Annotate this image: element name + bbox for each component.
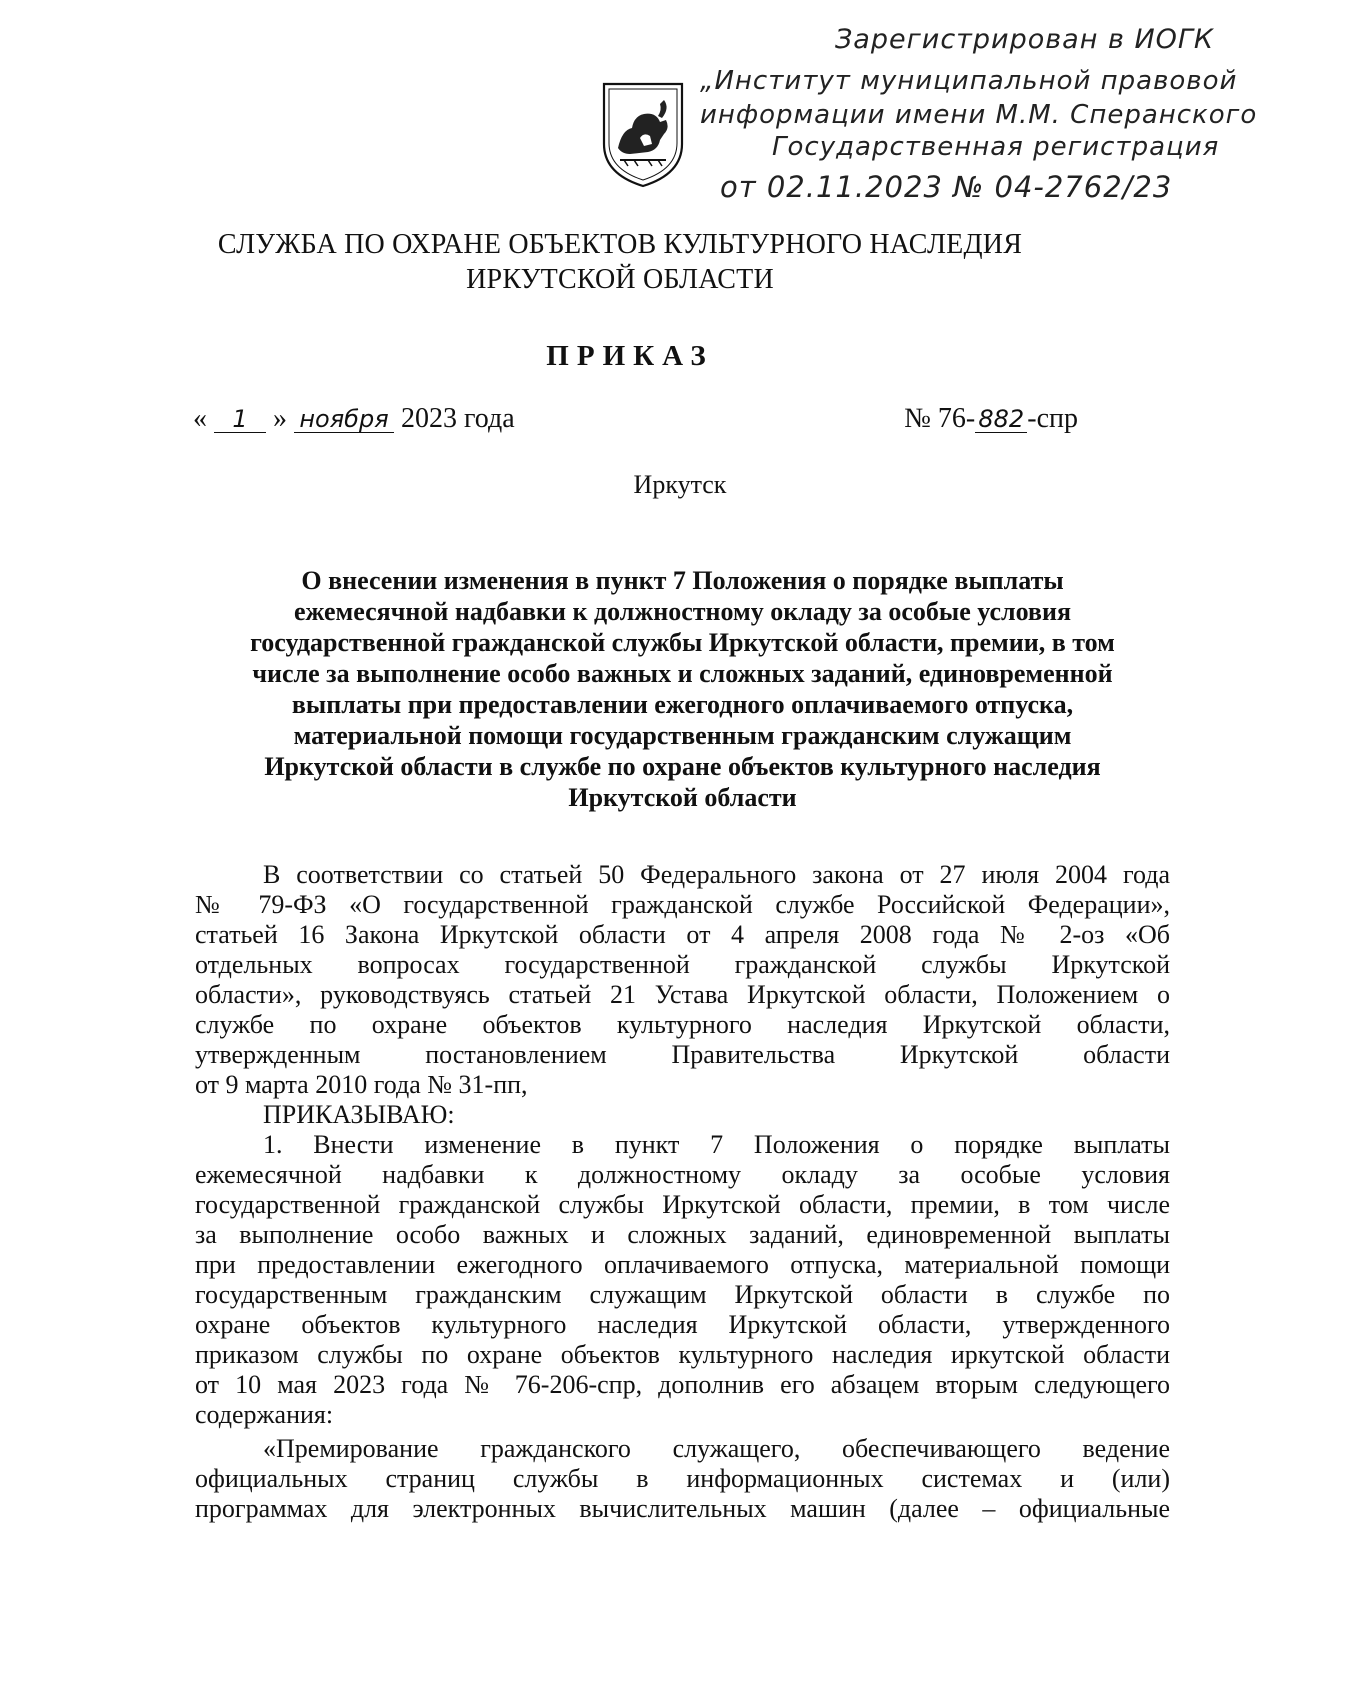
number-handwritten: 882 <box>975 406 1027 433</box>
subject-line: Иркутской области в службе по охране объектов культурного наследия <box>264 752 1101 781</box>
date-year: 2023 года <box>401 403 515 434</box>
organization-name: СЛУЖБА ПО ОХРАНЕ ОБЪЕКТОВ КУЛЬТУРНОГО НАСЛЕДИЯ <box>217 229 1023 260</box>
subject-line: государственной гражданской службы Иркутской области, премии, в том <box>250 628 1115 657</box>
subject-line: Иркутской области <box>568 783 797 812</box>
body-line: приказом службы по охране объектов культурного наследия иркутской области <box>195 1340 1170 1369</box>
body-line: области», руководствуясь статьей 21 Устава Иркутской области, Положением о <box>195 980 1170 1009</box>
stamp-line: от 02.11.2023 № 04-2762/23 <box>720 170 1173 204</box>
body-line: «Премирование гражданского служащего, обеспечивающего ведение <box>263 1434 1170 1463</box>
stamp-line: информации имени М.М. Сперанского <box>700 100 1258 130</box>
irkutsk-coat-of-arms-icon <box>600 78 686 190</box>
subject-line: числе за выполнение особо важных и сложных заданий, единовременной <box>252 659 1113 688</box>
number-prefix: № 76- <box>904 403 976 434</box>
document-type-title: ПРИКАЗ <box>546 340 714 372</box>
subject-line: материальной помощи государственным гражданским служащим <box>293 721 1072 750</box>
subject-line: О внесении изменения в пункт 7 Положения о порядке выплаты <box>301 566 1064 595</box>
body-line: государственным гражданским служащим Иркутской области в службе по <box>195 1280 1170 1309</box>
body-line: статьей 16 Закона Иркутской области от 4 апреля 2008 года № 2-оз «Об <box>195 920 1170 949</box>
subject-line: выплаты при предоставлении ежегодного оплачиваемого отпуска, <box>291 690 1074 719</box>
order-subject <box>205 565 1160 813</box>
stamp-line: Государственная регистрация <box>772 132 1220 162</box>
body-line: В соответствии со статьей 50 Федерального закона от 27 июля 2004 года <box>263 860 1170 889</box>
quote-open: « <box>193 403 207 434</box>
organization-region: ИРКУТСКОЙ ОБЛАСТИ <box>466 264 774 295</box>
date-day: 1 <box>214 406 266 433</box>
body-line: ежемесячной надбавки к должностному окладу за особые условия <box>195 1160 1170 1189</box>
order-body <box>195 860 1170 1524</box>
body-line: за выполнение особо важных и сложных заданий, единовременной выплаты <box>195 1220 1170 1249</box>
subject-line: ежемесячной надбавки к должностному окладу за особые условия <box>293 597 1072 626</box>
stamp-line: Зарегистрирован в ИОГК <box>835 24 1215 55</box>
body-line: службе по охране объектов культурного наследия Иркутской области, <box>195 1010 1170 1039</box>
body-line: государственной гражданской службы Иркутской области, премии, в том числе <box>195 1190 1170 1219</box>
body-line: охране объектов культурного наследия Иркутской области, утвержденного <box>195 1310 1170 1339</box>
registration-stamp <box>700 10 1258 204</box>
body-line: программах для электронных вычислительных машин (далее – официальные <box>195 1494 1170 1523</box>
body-line: от 9 марта 2010 года № 31-пп, <box>195 1070 528 1099</box>
order-number <box>904 403 1078 435</box>
body-line: официальных страниц службы в информационных системах и (или) <box>195 1464 1170 1493</box>
order-date <box>193 403 515 435</box>
body-line: 1. Внести изменение в пункт 7 Положения о порядке выплаты <box>263 1130 1170 1159</box>
body-line: при предоставлении ежегодного оплачиваемого отпуска, материальной помощи <box>195 1250 1170 1279</box>
body-line-order-word: ПРИКАЗЫВАЮ: <box>263 1100 455 1129</box>
body-line: утвержденным постановлением Правительства Иркутской области <box>195 1040 1170 1069</box>
number-suffix: -спр <box>1027 403 1078 434</box>
date-month: ноября <box>294 406 394 433</box>
body-line: от 10 мая 2023 года № 76-206-спр, дополнив его абзацем вторым следующего <box>195 1370 1170 1399</box>
stamp-line: „Институт муниципальной правовой <box>700 66 1238 96</box>
body-line: № 79-ФЗ «О государственной гражданской службе Российской Федерации», <box>195 890 1170 919</box>
city: Иркутск <box>633 470 727 499</box>
quote-close: » <box>273 403 287 434</box>
body-line: содержания: <box>195 1400 334 1429</box>
body-line: отдельных вопросах государственной гражданской службы Иркутской <box>195 950 1170 979</box>
